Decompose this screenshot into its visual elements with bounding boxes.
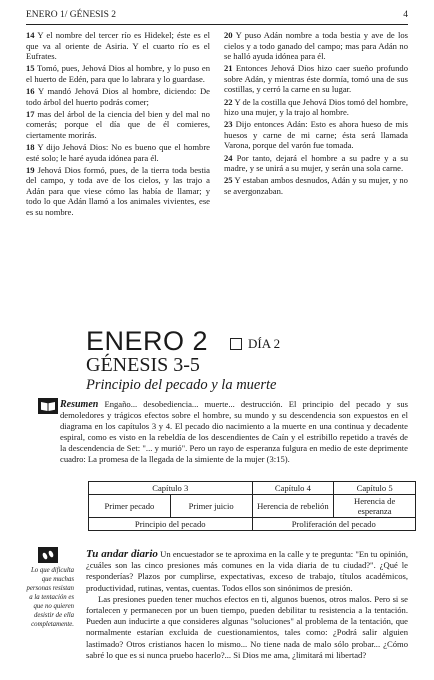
- verse-text: Y puso Adán nombre a toda bestia y ave de los cielos y a todo ganado del campo; mas para Adán no se halló ayuda idónea para él.: [224, 30, 408, 62]
- left-column: [26, 30, 210, 219]
- chart-header-cell: Capítulo 4: [252, 482, 334, 495]
- verse-number: 14: [26, 30, 35, 40]
- daily-walk-intro-text: Un encuestador se te aproxima en la calle y te pregunta: "En tu opinión, ¿cuáles son las cinco presiones más comunes en la vida diaria de tu ciudad?". ¿Qué le responderías? Plazos por cumplirse, expectativas, exceso de trabajo, títulos académicos, productividad, rutinas, ventas, cuentas. Todos ellos son sinónimos de presión.: [86, 549, 408, 593]
- summary-text: Engaño... desobediencia... muerte... destrucción. El principio del pecado y sus demoledores y trágicos efectos sobre el hombre, su mundo y su descendencia son expuestos en el diagrama en los capítulos 3 y 4. El pecado dio nacimiento a la muerte en una continua y decadente espiral, como es visto en la rebeldía de los descendientes de Caín y el estribillo repetido a través de la descendencia de Set: "... y murió". Pero un rayo de esperanza fulgura en medio de este deprimente cuadro: La promesa de la llegada de la simiente de la mujer (3:15).: [60, 399, 408, 464]
- chart-theme-cell: Principio del pecado: [89, 518, 253, 531]
- daily-walk-section: [86, 549, 408, 661]
- chart-topic-cell: Herencia de esperanza: [334, 495, 416, 518]
- verse: [26, 109, 210, 141]
- verse: [224, 153, 408, 174]
- chart-header-cell: Capítulo 5: [334, 482, 416, 495]
- chart-topic-cell: Herencia de rebelión: [252, 495, 334, 518]
- verse: [224, 119, 408, 151]
- verse-text: Por tanto, dejará el hombre a su padre y a su madre, y se unirá a su mujer, y serán una sola carne.: [224, 152, 408, 174]
- chart-theme-row: [89, 518, 416, 531]
- verse-text: Entonces Jehová Dios hizo caer sueño profundo sobre Adán, y mientras éste dormía, tomó una de sus costillas, y cerró la carne en su lugar.: [224, 63, 408, 95]
- verse-text: mas del árbol de la ciencia del bien y del mal no comerás; porque el día que de él comieres, ciertamente morirás.: [26, 108, 210, 140]
- verse: [26, 30, 210, 62]
- daily-walk-body: Las presiones pueden tener muchos efectos en ti, algunos buenos, otros malos. Pero si se fortalecen y permanecen por un buen tiempo, pueden debilitar tu resistencia a la tentación. Pueden aun inducirte a que consideres algunas "soluciones" al problema de la tentación, que normalmente estarían excluida de cuestionamientos, tales como: ¿Podrá salir alguien lastimado? Otros cristianos hacen lo mismo... No tiene nada de malo sólo probar... ¿Cómo sabré lo que es si nunca pruebo hacerlo?... Si Dios me ama, ¿limitará mi libertad?: [86, 593, 408, 660]
- chart-header-row: [89, 482, 416, 495]
- verse: [26, 63, 210, 84]
- chart-topic-cell: Primer pecado: [89, 495, 171, 518]
- chart-topic-row: [89, 495, 416, 518]
- verse-text: Y de la costilla que Jehová Dios tomó del hombre, hizo una mujer, y la trajo al hombre.: [224, 96, 408, 118]
- book-icon: [38, 398, 58, 414]
- verse: [224, 175, 408, 196]
- footprints-icon: [38, 547, 58, 563]
- day-title: ENERO 2: [86, 326, 209, 356]
- scripture-columns: [26, 30, 408, 219]
- verse-text: Dijo entonces Adán: Esto es ahora hueso de mis huesos y carne de mi carne; ésta será llamada Varona, porque del varón fue tomada.: [224, 119, 408, 151]
- chapter-chart: [88, 481, 416, 531]
- verse-text: Y estaban ambos desnudos, Adán y su mujer, y no se avergonzaban.: [224, 175, 408, 196]
- day-checkbox-group[interactable]: [230, 336, 280, 352]
- verse: [224, 63, 408, 95]
- verse-text: Y mandó Jehová Dios al hombre, diciendo: De todo árbol del huerto podrás comer;: [26, 85, 210, 107]
- verse-number: 23: [224, 119, 233, 130]
- summary-label: Resumen: [60, 399, 99, 410]
- verse-number: 24: [224, 152, 233, 163]
- verse-number: 25: [224, 175, 233, 186]
- day-heading: [86, 326, 280, 357]
- day-checkbox[interactable]: [230, 338, 242, 350]
- verse-text: Y dijo Jehová Dios: No es bueno que el hombre esté solo; le haré ayuda idónea para él.: [26, 141, 210, 163]
- chart-theme-cell: Proliferación del pecado: [252, 518, 416, 531]
- daily-walk-intro: [86, 549, 408, 594]
- verse-number: 17: [26, 108, 35, 119]
- verse: [224, 30, 408, 62]
- verse-number: 18: [26, 141, 35, 152]
- daily-walk-label: Tu andar diario: [86, 548, 158, 560]
- verse-number: 19: [26, 164, 35, 175]
- verse-number: 15: [26, 63, 35, 74]
- right-column: [224, 30, 408, 219]
- verse: [224, 97, 408, 118]
- verse-text: Jehová Dios formó, pues, de la tierra toda bestia del campo, y toda ave de los cielos, y las trajo a Adán para que viese cómo las había de llamar; y todo lo que Adán llamó a los animales vivientes, ese es su nombre.: [26, 164, 210, 217]
- verse-number: 16: [26, 85, 35, 96]
- running-title: ENERO 1/ GÉNESIS 2: [26, 10, 116, 20]
- summary-paragraph: [60, 399, 408, 465]
- page-header: [26, 10, 408, 25]
- page-number: 4: [403, 10, 408, 20]
- reading-reference: GÉNESIS 3-5: [86, 354, 200, 376]
- chart-topic-cell: Primer juicio: [170, 495, 252, 518]
- verse-text: Y el nombre del tercer río es Hidekel; éste es el que va al oriente de Asiria. Y el cuarto río es el Eufrates.: [26, 30, 210, 62]
- verse-text: Tomó, pues, Jehová Dios al hombre, y lo puso en el huerto de Edén, para que lo labrara y lo guardase.: [26, 63, 210, 84]
- margin-note: Lo que dificulta que muchas personas resistan a la tentación es que no quieren desistir de ella completamente.: [26, 567, 74, 628]
- day-checkbox-label: DÍA 2: [248, 336, 281, 351]
- verse: [26, 86, 210, 107]
- verse-number: 21: [224, 63, 233, 74]
- verse: [26, 142, 210, 163]
- verse-number: 22: [224, 96, 233, 107]
- verse: [26, 165, 210, 218]
- chart-header-cell: Capítulo 3: [89, 482, 253, 495]
- reading-subtitle: Principio del pecado y la muerte: [86, 377, 277, 393]
- verse-number: 20: [224, 30, 233, 40]
